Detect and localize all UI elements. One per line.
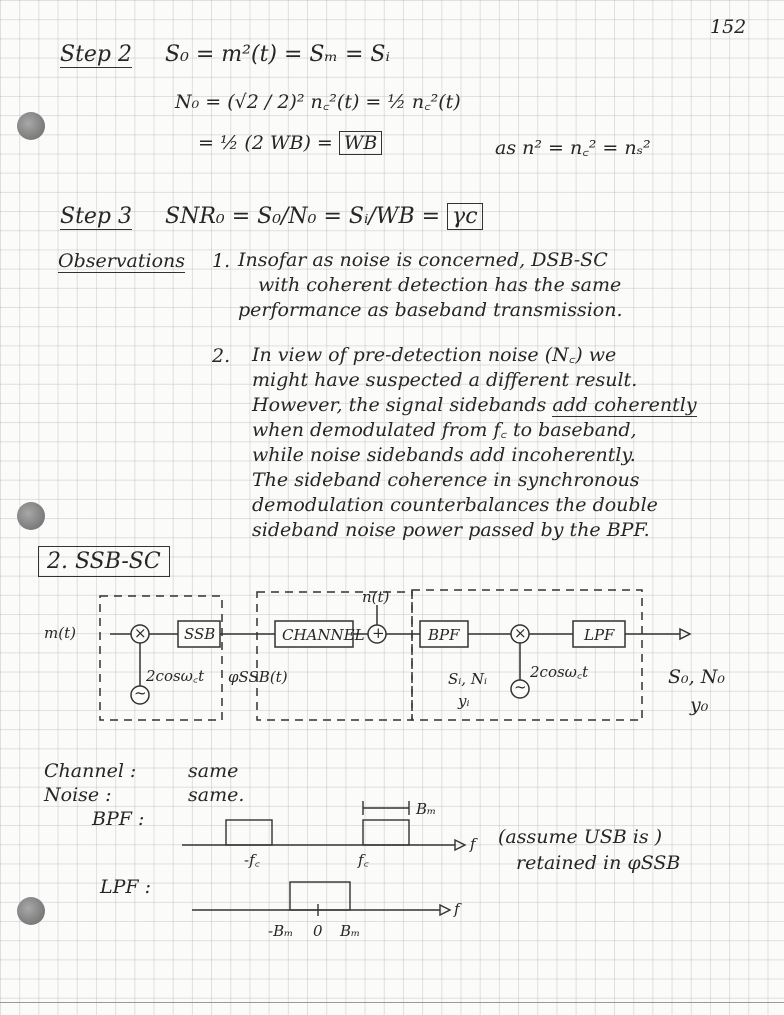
input-label: m(t): [44, 624, 76, 642]
step2-label: Step 2: [60, 42, 133, 67]
mixer2-symbol: ×: [514, 624, 527, 642]
bpf-note-label: BPF :: [92, 808, 145, 830]
ssb-label: SSB: [184, 625, 216, 643]
step2-line3-text: = ½ (2 WB) =: [198, 132, 333, 154]
channel-note-value: same: [188, 760, 239, 782]
bpf-assumption-2: retained in φSSB: [516, 852, 681, 874]
step2-line1: S₀ = m²(t) = Sₘ = Sᵢ: [165, 42, 390, 67]
noise-note-label: Noise :: [44, 784, 112, 806]
channel-enclosure: [257, 592, 412, 720]
channel-label: CHANNEL: [282, 626, 365, 644]
bpf-axis-arrow: [455, 840, 465, 850]
step2-line2: N₀ = (√2 / 2)² n꜀²(t) = ½ n꜀²(t): [175, 91, 461, 113]
neg-fc-label: -f꜀: [244, 851, 260, 869]
bpf-assumption-1: (assume USB is ): [498, 826, 663, 848]
obs2-line: might have suspected a different result.: [252, 369, 638, 391]
obs2-line: The sideband coherence in synchronous: [252, 469, 640, 491]
osc1-label: 2cosω꜀t: [146, 667, 205, 685]
fc-label: f꜀: [358, 851, 369, 869]
step3-text: SNR₀ = S₀/N₀ = Sᵢ/WB =: [165, 204, 441, 229]
lpf-block-label: LPF: [584, 626, 615, 644]
obs2-line: while noise sidebands add incoherently.: [252, 444, 636, 466]
tx-enclosure: [100, 596, 222, 720]
obs2-line: In view of pre-detection noise (N꜀) we: [252, 344, 617, 366]
page-number: 152: [710, 16, 747, 38]
output-label: S₀, N₀: [668, 666, 725, 688]
underlined-phrase: add coherently: [552, 394, 697, 416]
bpf-passband-pos: [363, 820, 409, 845]
osc2-label: 2cosω꜀t: [530, 663, 589, 681]
obs2-line: demodulation counterbalances the double: [252, 494, 658, 516]
lpf-note-label: LPF :: [100, 876, 152, 898]
section-heading: 2. SSB-SC: [38, 546, 170, 577]
ssb-signal-label: φSSB(t): [228, 668, 288, 686]
obs2-number: 2.: [212, 345, 231, 367]
page-bottom-rule: [0, 1002, 784, 1003]
obs1-number: 1.: [212, 250, 231, 272]
bpf-f-axis-label: f: [470, 835, 476, 853]
lpf-f-axis-label: f: [454, 900, 460, 918]
obs2-line: sideband noise power passed by the BPF.: [252, 519, 650, 541]
rx-enclosure: [412, 590, 642, 720]
osc2-symbol: ~: [514, 678, 527, 696]
obs2-line: when demodulated from f꜀ to baseband,: [252, 419, 637, 441]
adder-symbol: +: [372, 624, 385, 642]
step2-note: as n² = n꜀² = nₛ²: [495, 137, 651, 159]
step2-result-box: WB: [339, 131, 383, 155]
rx-input-label: Sᵢ, Nᵢ: [448, 670, 487, 688]
output-arrow: [680, 629, 690, 639]
obs2-line-text: However, the signal sidebands add coherently: [252, 394, 697, 416]
osc1-symbol: ~: [134, 684, 147, 702]
zero-label: 0: [313, 922, 323, 940]
obs1-line: Insofar as noise is concerned, DSB-SC: [238, 249, 608, 271]
bm-label: Bₘ: [416, 800, 437, 818]
step3-result-box: γc: [447, 203, 482, 230]
output-label-2: y₀: [690, 694, 709, 716]
mixer1-symbol: ×: [134, 624, 147, 642]
lpf-passband: [290, 882, 350, 910]
bpf-passband-neg: [226, 820, 272, 845]
rx-input-label-2: yᵢ: [458, 692, 470, 710]
observations-label: Observations: [58, 250, 186, 272]
bpf-block-label: BPF: [428, 626, 460, 644]
obs1-line: with coherent detection has the same: [258, 274, 622, 296]
pos-bm-label: Bₘ: [340, 922, 361, 940]
channel-note-label: Channel :: [44, 760, 137, 782]
lpf-axis-arrow: [440, 905, 450, 915]
step3-label: Step 3: [60, 204, 133, 229]
obs1-line: performance as baseband transmission.: [238, 299, 623, 321]
noise-label: n(t): [362, 588, 390, 606]
neg-bm-label: -Bₘ: [268, 922, 294, 940]
noise-note-value: same.: [188, 784, 245, 806]
